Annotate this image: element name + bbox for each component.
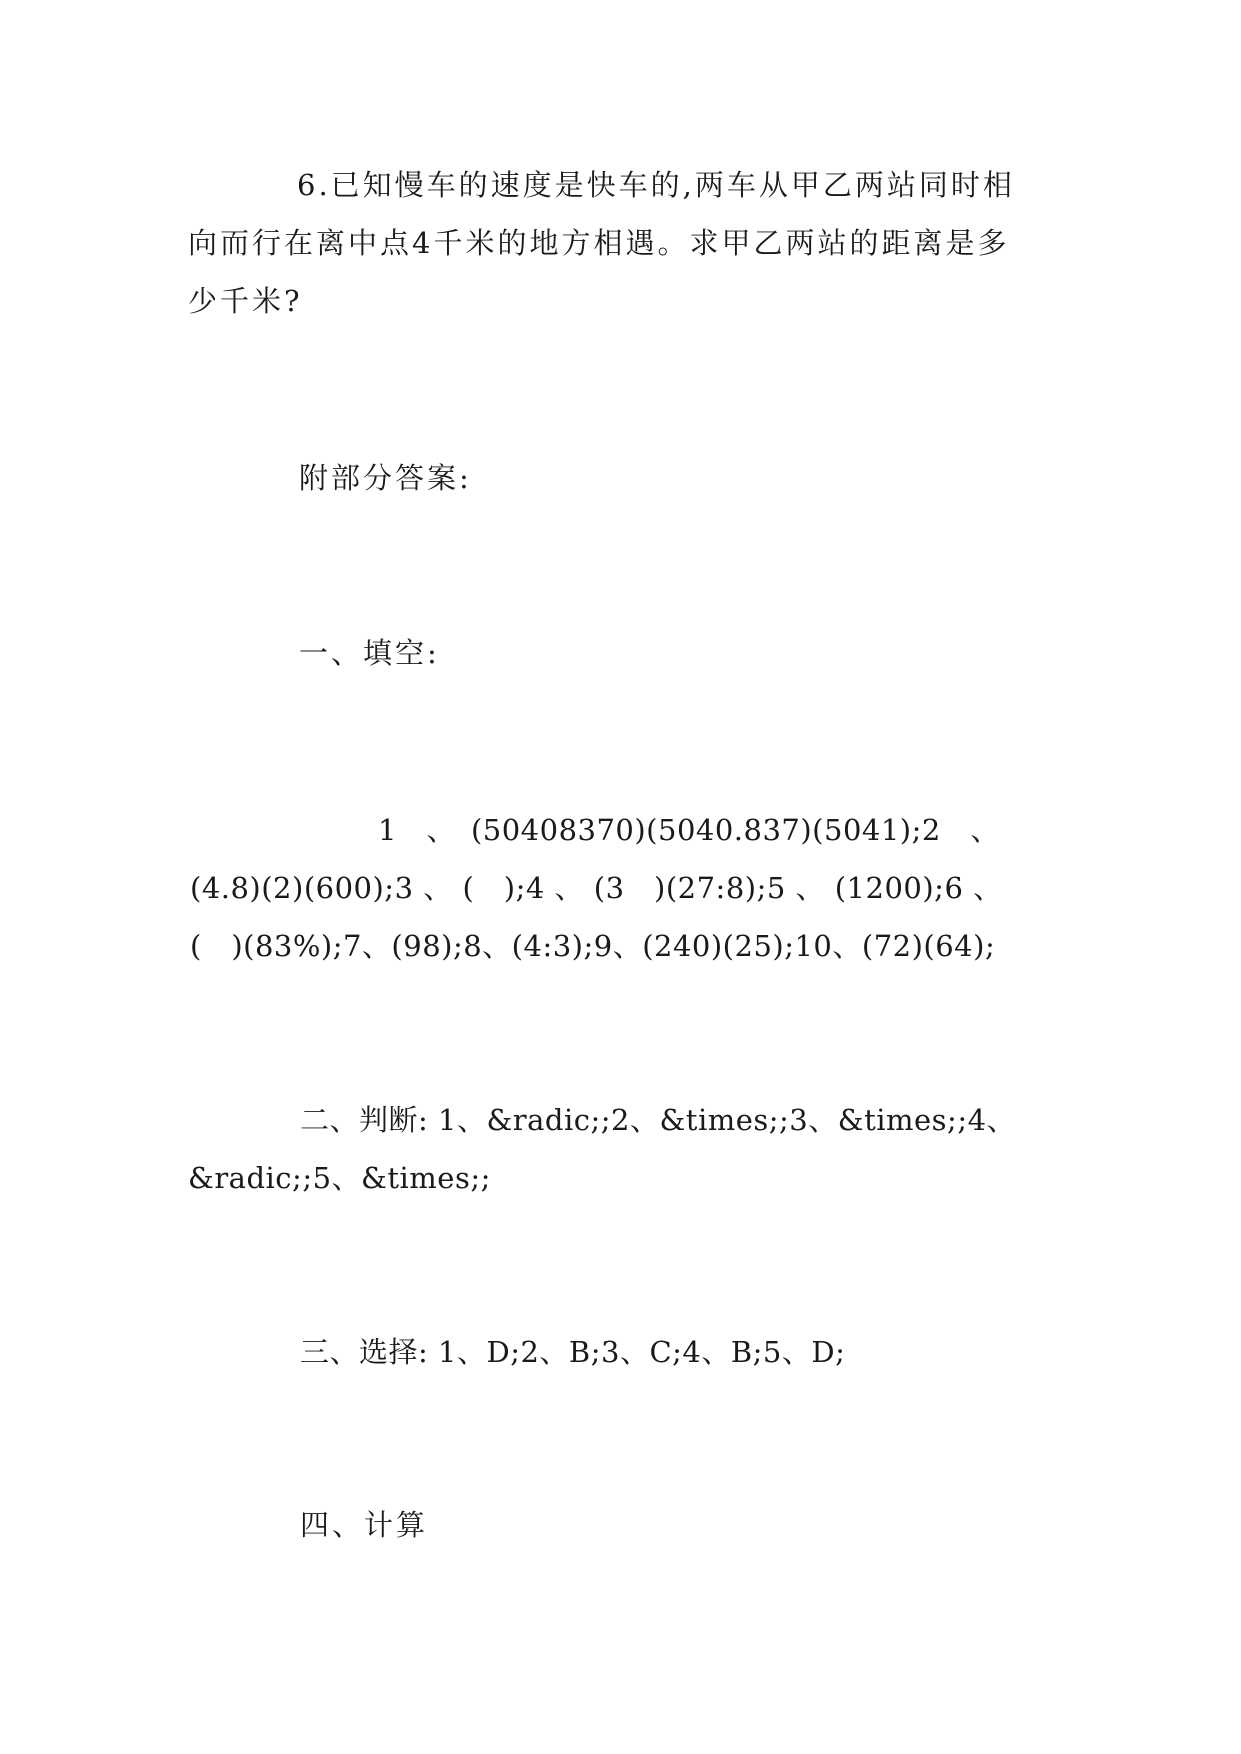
multiple-choice-answers: 三、选择: 1、D;2、B;3、C;4、B;5、D; (300, 1335, 846, 1369)
fill-blank-answers-line-2: (4.8)(2)(600);3 、 ( );4 、 (3 )(27:8);5 、 (1200);6 、 (190, 871, 1003, 905)
question-6-line-1: 6.已知慢车的速度是快车的,两车从甲乙两站同时相 (297, 168, 1015, 202)
true-false-answers-line-1: 二、判断: 1、&radic;;2、&times;;3、&times;;4、 (300, 1103, 1017, 1137)
fill-blank-answers-line-1: 1 、 (50408370)(5040.837)(5041);2 、 (378, 813, 1000, 847)
fill-blank-answers-line-3: ( )(83%);7、(98);8、(4:3);9、(240)(25);10、(72)(64); (190, 929, 996, 963)
question-6-line-3: 少千米? (188, 284, 303, 318)
fill-blank-heading: 一、填空: (299, 636, 440, 670)
answers-heading: 附部分答案: (299, 461, 472, 495)
question-6-line-2: 向而行在离中点4千米的地方相遇。求甲乙两站的距离是多 (188, 226, 1010, 260)
calculation-heading: 四、计算 (300, 1508, 429, 1542)
true-false-answers-line-2: &radic;;5、&times;; (188, 1161, 491, 1195)
